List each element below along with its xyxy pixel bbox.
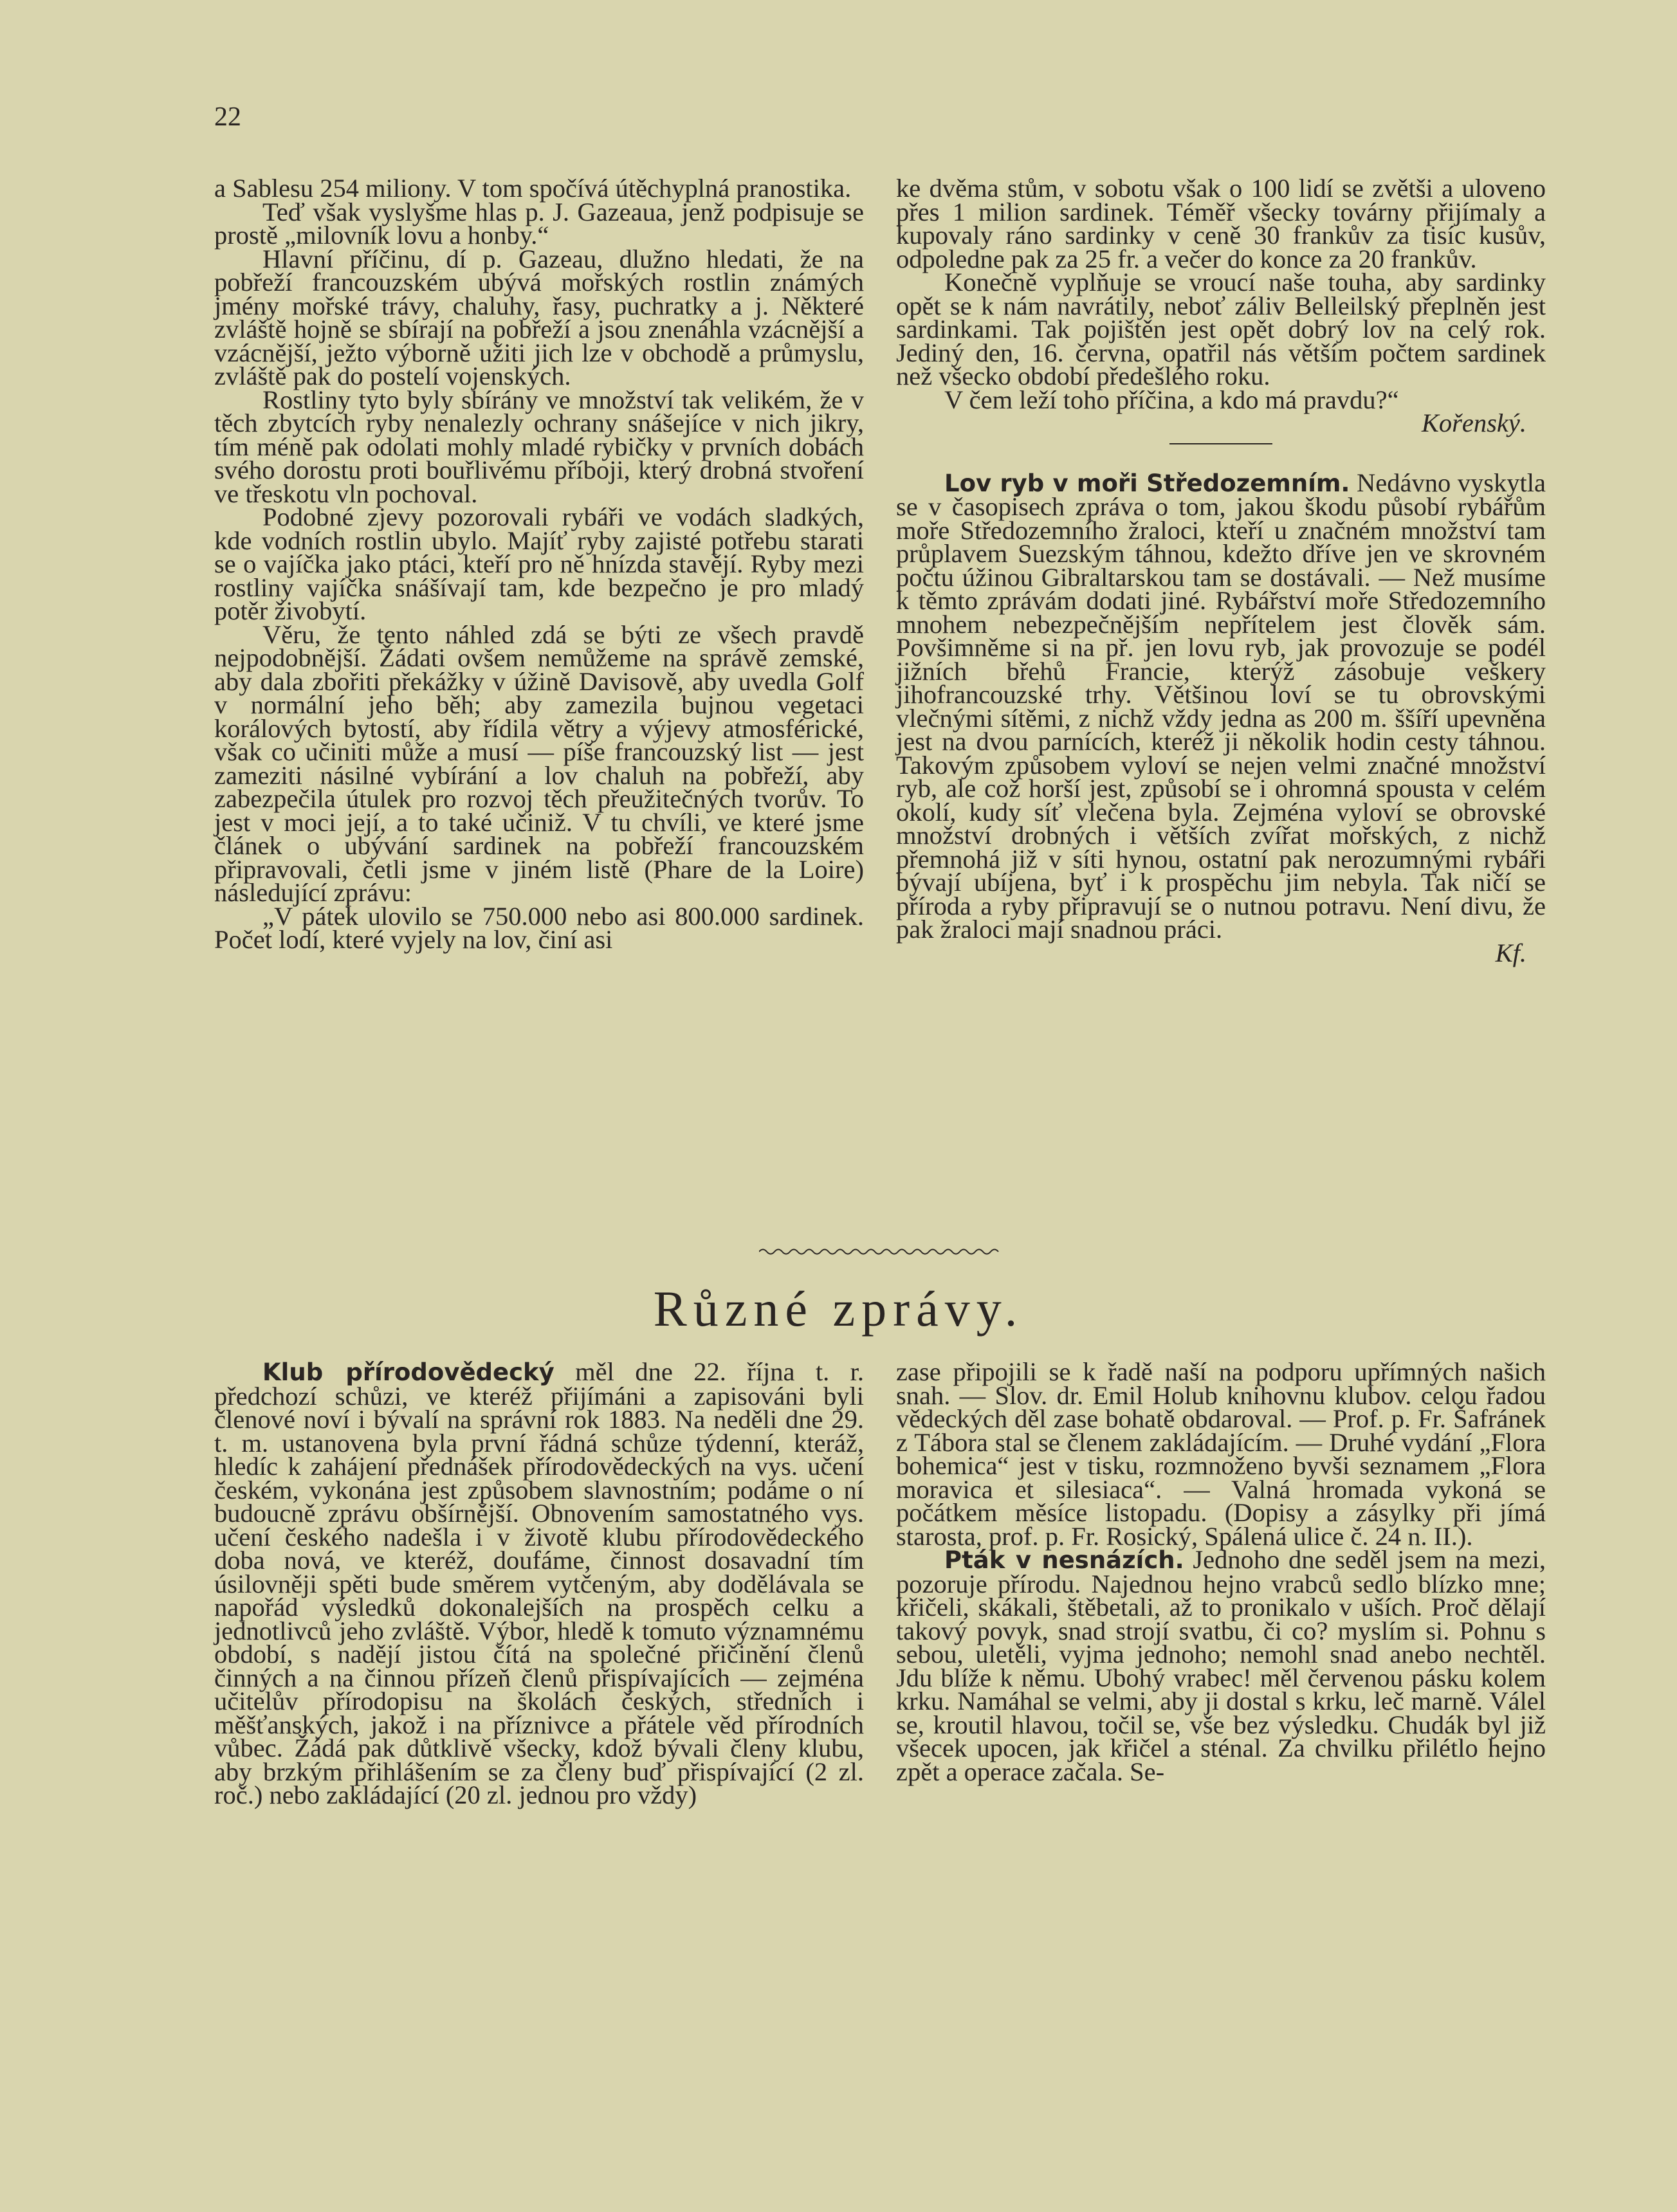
paragraph: Hlavní příčinu, dí p. Gazeau, dlužno hledati, že na pobřeží francouzském ubývá mořských rostlin známých jmény mořské trávy, chaluhy, řasy, puchratky a j. Některé zvláště hojně se sbírají na pobřeží a jsou znenáhla vzácnější a vzácnější, ježto výborně užiti jich lze v obchodě a průmyslu, zvláště pak do postelí vojenských. [214,244,864,390]
left-column-bottom [214,1357,864,1809]
article-title: Lov ryb v moři Středozemním. [944,469,1350,497]
wavy-divider [759,1245,1003,1259]
section-heading: Různé zprávy. [653,1281,1024,1337]
left-column-top [214,174,864,954]
right-column-bottom [896,1357,1546,1786]
news-text: měl dne 22. října t. r. předchozí schůzi, ve kteréž přijímáni a zapisováni byli členové noví i bývalí na správní rok 1883. Na neděli dne 29. t. m. ustanovena byla první řádná schůze týdenní, kteráž, hledíc k zahájení přednášek přírodovědeckých na vys. učení českém, vykonána jest způsobem slavnostním; podáme o ní budoucně zprávu obšírnější. Obnovením samostatného vys. učení českého nadešla i v životě klubu přírodovědeckého doba nová, ve kteréž, doufáme, činnost dosavadní tím úsilovněji spěti bude směrem vytčeným, aby dodělávala se napořád výsledků dokonalejších na prospěch celku a jednotlivců jeho zvláště. Výbor, hledě k tomuto významnému období, s nadějí jistou čítá na společné přičinění členů činných a na činnou přízeň členů přispívajících — zejména učitelův přírodopisu na školách českých, středních i měšťanských, jakož i na příznivce a přátele věd přírodních vůbec. Žádá pak důtklivě všecky, kdož bývali členy klubu, aby brzkým přihlášením se za členy buď přispívající (2 zl. roč.) nebo zakládající (20 zl. jednou pro vždy) [214,1357,864,1809]
paragraph: Podobné zjevy pozorovali rybáři ve vodách sladkých, kde vodních rostlin ubylo. Majíť ryby zajisté potřebu starati se o vajíčka jako ptáci, kteří pro ně hnízda stavějí. Ryby mezi rostliny vajíčka snášívají tam, kde bezpečno je pro mladý potěr živobytí. [214,502,864,625]
article-paragraph [896,468,1546,944]
paragraph: ke dvěma stům, v sobotu však o 100 lidí se zvětši a uloveno přes 1 milion sardinek. Téměř všecky továrny přijímaly a kupovaly ráno sardinky v ceně 30 frankův za tisíc kusův, odpoledne pak za 25 fr. a večer do konce za 20 frankův. [896,174,1546,273]
paragraph: Rostliny tyto byly sbírány ve množství tak velikém, že v těch zbytcích ryby nenalezly ochrany snášejíce v nich jikry, tím méně pak odolati mohly mladé rybičky v prvních dobách svého dorostu proti bouřlivému příboji, který drobná stvoření ve třeskotu vln pochoval. [214,385,864,508]
paragraph: Teď však vyslyšme hlas p. J. Gazeaua, jenž podpisuje se prostě „milovník lovu a honby.“ [214,197,864,250]
news-title: Pták v nesnázích. [944,1546,1184,1574]
article-text: Nedávno vyskytla se v časopisech zpráva o tom, jakou škodu působí rybářům moře Středozemního žraloci, kteří u značném množství tam průplavem Suezským táhnou, kdežto dříve jen ve skrovném počtu úžinou Gibraltarskou tam se dostávali. — Než musíme k těmto zprávám dodati jiné. Rybářství moře Středozemního mnohem nebezpečnějším nepřítelem jest člověk sám. Povšimněme si na př. jen lovu ryb, jak provozuje se podél jižních břehů Francie, kterýž zásobuje veškery jihofrancouzské trhy. Většinou loví se tu obrovskými vlečnými sítěmi, z nichž vždy jedna as 200 m. ššíří upevněna jest na dvou parnících, kteréž ji několik hodin cesty táhnou. Takovým způsobem vyloví se nejen velmi značné množství ryb, ale což horší jest, způsobí se i ohromná spousta v celém okolí, kudy síť vlečena byla. Zejména vyloví se obrovské množství drobných i větších zvířat mořských, z nichž přemnohá již v síti hynou, ostatní pak nerozumnými rybáři bývají ubíjena, byť i k prospěchu jim nebyla. Tak ničí se příroda a ryby připravují se o nutnou potravu. Není divu, že pak žraloci mají snadnou práci. [896,468,1546,944]
article-signature: Kf. [1495,938,1526,967]
article-signature: Kořenský. [1421,408,1526,437]
paragraph: zase připojili se k řadě naší na podporu upřímných našich snah. — Slov. dr. Emil Holub knihovnu klubov. celou řadou vědeckých děl zase bohatě obdaroval. — Prof. p. Fr. Šafránek z Tábora stal se členem zakládajícím. — Druhé vydání „Flora bohemica“ jest v tisku, rozmnoženo byvši seznamem „Flora moravica et silesiaca“. — Valná hromada vykoná se počátkem měsíce listopadu. (Dopisy a zásylky při jímá starosta, prof. p. Fr. Rosický, Spálená ulice č. 24 n. II.). [896,1357,1546,1551]
news-text: Jednoho dne seděl jsem na mezi, pozoruje přírodu. Najednou hejno vrabců sedlo blízko mne; křičeli, skákali, štěbetali, až to pronikalo v uších. Proč dělají takový povyk, snad strojí svatbu, či co? myslím si. Pohnu s sebou, uletěli, vyjma jednoho; nemohl snad anebo nechtěl. Jdu blíže k němu. Ubohý vrabec! měl červenou pásku kolem krku. Namáhal se velmi, aby ji dostal s krku, leč marně. Válel se, kroutil hlavou, točil se, vše bez výsledku. Chudák byl již všecek upocen, jak křičel a sténal. Za chvilku přilétlo hejno zpět a operace začala. Se- [896,1545,1546,1786]
article-separator [1169,443,1272,444]
page-number: 22 [214,102,241,132]
paragraph: a Sablesu 254 miliony. V tom spočívá útěchyplná pranostika. [214,174,852,203]
paragraph: V čem leží toho příčina, a kdo má pravdu?“ [944,385,1399,414]
news-paragraph [214,1357,864,1809]
news-title: Klub přírodovědecký [262,1358,554,1386]
paragraph: Konečně vyplňuje se vroucí naše touha, aby sardinky opět se k nám navrátily, neboť záliv Belleilský přeplněn jest sardinkami. Tak pojištěn jest opět dobrý lov na celý rok. Jediný den, 16. června, opatřil nás větším počtem sardinek než všecko období předešlého roku. [896,268,1546,390]
right-column-top [896,174,1546,967]
paragraph: Věru, že tento náhled zdá se býti ze všech pravdě nejpodobnější. Žádati ovšem nemůžeme na správě zemské, aby dala zbořiti překážky v úžině Davisově, aby uvedla Golf v normální jeho běh; aby zamezila bujnou vegetaci korálových bytostí, aby řídila větry a výjevy atmosférické, však co učiniti může a musí — píše francouzský list — jest zameziti násilné vybírání a lov chaluh na pobřeží, aby zabezpečila útulek pro rozvoj těch přeužitečných tvorův. To jest v moci její, a to také učiniž. V tu chvíli, ve které jsme článek o ubývání sardinek na pobřeží francouzském připravovali, četli jsme v jiném listě (Phare de la Loire) následující zprávu: [214,619,864,907]
news-paragraph [896,1545,1546,1786]
paragraph: „V pátek ulovilo se 750.000 nebo asi 800.000 sardinek. Počet lodí, které vyjely na lov, činí asi [214,901,864,954]
